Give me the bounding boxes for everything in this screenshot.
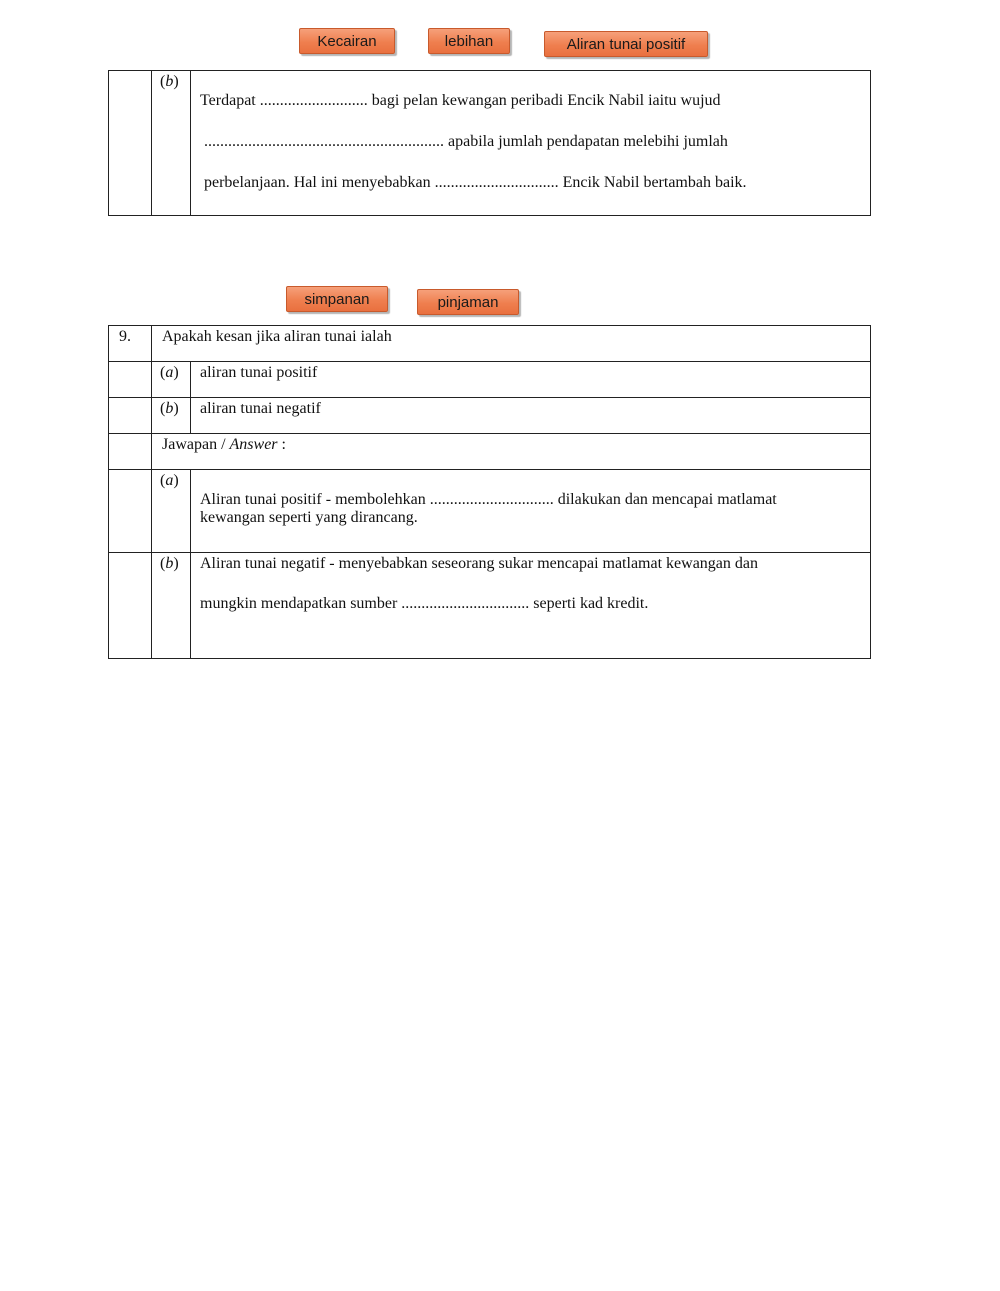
answer-b-line-2: mungkin mendapatkan sumber ................................ seperti kad kredit. <box>200 595 649 612</box>
q9-answer-a-row: (a) Aliran tunai positif - membolehkan ............................... dilakukan dan mencapai matlamat kewangan seperti yang dirancang. <box>109 470 871 553</box>
chip-lebihan[interactable]: lebihan <box>428 28 510 54</box>
label-cell: (b) <box>152 71 191 216</box>
q8b-content-cell <box>191 71 871 216</box>
answer-a-line-2: kewangan seperti yang dirancang. <box>200 509 418 526</box>
question-8b-table <box>108 70 871 216</box>
chip-kecairan[interactable]: Kecairan <box>299 28 395 54</box>
answer-b-line-1: Aliran tunai negatif - menyebabkan seseorang sukar mencapai matlamat kewangan dan <box>200 555 758 572</box>
part-a-text: aliran tunai positif <box>200 364 318 381</box>
answer-heading: Jawapan / Answer : <box>162 436 286 453</box>
chip-aliran-tunai-positif[interactable]: Aliran tunai positif <box>544 31 708 57</box>
q9-question-row <box>109 326 871 362</box>
part-a-label: a <box>165 364 174 381</box>
chip-simpanan[interactable]: simpanan <box>286 286 388 312</box>
answer-a-label: a <box>165 472 174 489</box>
part-b-text: aliran tunai negatif <box>200 400 321 417</box>
number-cell <box>109 71 152 216</box>
q9-part-b-row: (b) aliran tunai negatif <box>109 398 871 434</box>
question-number: 9. <box>119 328 131 345</box>
q9-answer-header-row <box>109 434 871 470</box>
q8b-line-1: Terdapat ........................... bagi pelan kewangan peribadi Encik Nabil iaitu wujud <box>200 92 721 109</box>
part-b-label: b <box>165 400 174 417</box>
q8b-line-2: ............................................................ apabila jumlah pendapatan melebihi jumlah <box>204 133 728 150</box>
q8b-label: b <box>165 73 174 90</box>
answer-a-line-1: Aliran tunai positif - membolehkan ............................... dilakukan dan mencapai matlamat <box>200 491 777 508</box>
chip-pinjaman[interactable]: pinjaman <box>417 289 519 315</box>
q9-answer-b-row: (b) Aliran tunai negatif - menyebabkan seseorang sukar mencapai matlamat kewangan dan mungkin mendapatkan sumber ................................ seperti kad kredit. <box>109 553 871 659</box>
q9-part-a-row: (a) aliran tunai positif <box>109 362 871 398</box>
answer-b-label: b <box>165 555 174 572</box>
q8b-line-3: perbelanjaan. Hal ini menyebabkan ............................... Encik Nabil bertambah baik. <box>204 174 747 191</box>
question-text: Apakah kesan jika aliran tunai ialah <box>162 328 392 345</box>
question-9-table <box>108 325 871 659</box>
